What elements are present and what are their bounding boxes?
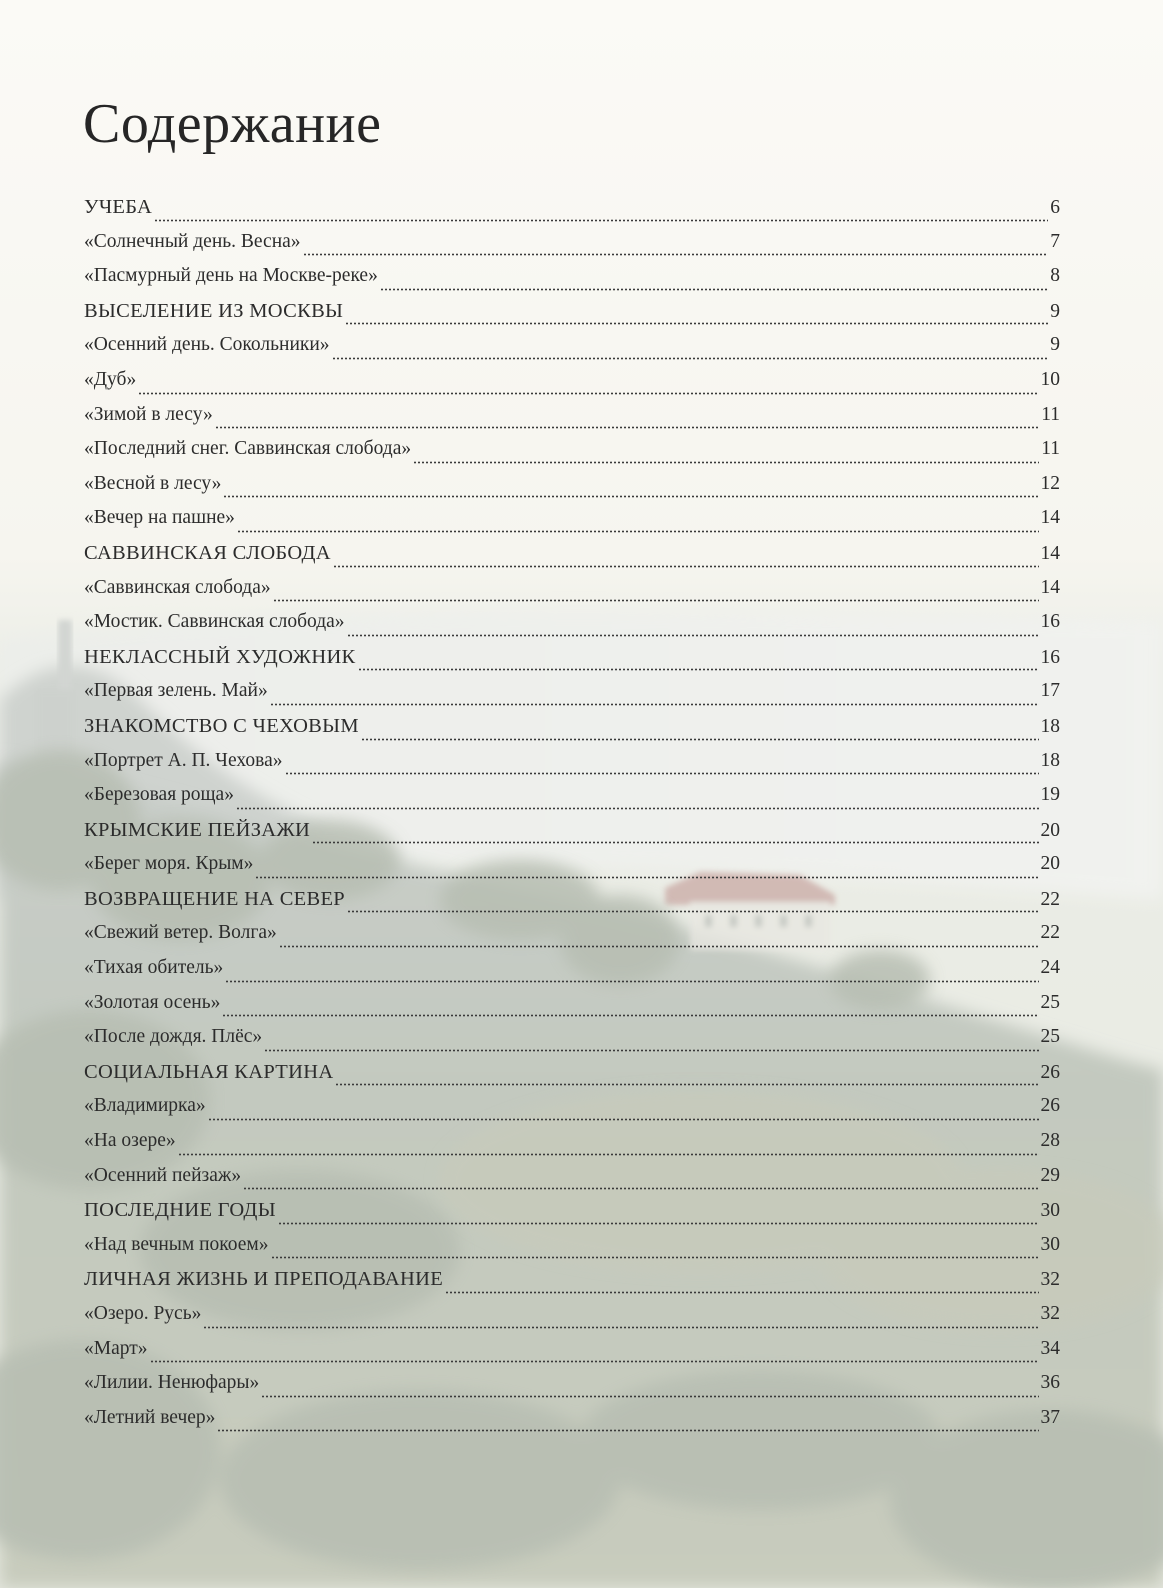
toc-entry-title: «Березовая роща» bbox=[84, 784, 234, 806]
toc-entry-title: «Зимой в лесу» bbox=[84, 403, 213, 425]
toc-entry-title: ЗНАКОМСТВО С ЧЕХОВЫМ bbox=[84, 714, 359, 737]
dot-leader bbox=[347, 634, 1039, 637]
toc-entry-page-number: 37 bbox=[1040, 1406, 1060, 1428]
toc-section-entry[interactable] bbox=[84, 715, 1060, 750]
dot-leader bbox=[273, 599, 1039, 602]
toc-entry-page-number: 32 bbox=[1040, 1303, 1060, 1324]
dot-leader bbox=[255, 876, 1038, 879]
toc-entry[interactable] bbox=[84, 680, 1060, 715]
toc-entry-page-number: 14 bbox=[1040, 576, 1060, 598]
dot-leader bbox=[154, 219, 1048, 222]
toc-entry[interactable] bbox=[84, 577, 1060, 612]
toc-entry[interactable] bbox=[84, 1130, 1060, 1165]
toc-entry[interactable] bbox=[84, 1095, 1060, 1130]
toc-entry[interactable] bbox=[84, 1407, 1060, 1442]
dot-leader bbox=[264, 1049, 1038, 1052]
dot-leader bbox=[243, 1187, 1038, 1190]
toc-entry-title: «Пасмурный день на Москве-реке» bbox=[84, 265, 378, 287]
toc-entry-title: «Весной в лесу» bbox=[84, 472, 222, 494]
toc-entry[interactable] bbox=[84, 334, 1060, 369]
toc-section-entry[interactable] bbox=[84, 646, 1060, 681]
toc-section-entry[interactable] bbox=[84, 300, 1060, 335]
toc-entry[interactable] bbox=[84, 992, 1060, 1027]
dot-leader bbox=[413, 461, 1039, 464]
dot-leader bbox=[217, 1429, 1038, 1432]
toc-entry-page-number: 12 bbox=[1040, 472, 1060, 494]
toc-entry-page-number: 25 bbox=[1040, 991, 1060, 1013]
toc-entry-title: «После дождя. Плёс» bbox=[84, 1026, 263, 1048]
toc-entry[interactable] bbox=[84, 473, 1060, 508]
dot-leader bbox=[138, 392, 1038, 395]
dot-leader bbox=[347, 910, 1039, 913]
dot-leader bbox=[208, 1118, 1039, 1121]
toc-section-entry[interactable] bbox=[84, 1061, 1060, 1096]
toc-entry[interactable] bbox=[84, 1165, 1060, 1200]
toc-entry-title: «Вечер на пашне» bbox=[84, 507, 235, 529]
toc-entry-title: «Тихая обитель» bbox=[84, 957, 224, 979]
toc-entry-title: «Свежий ветер. Волга» bbox=[84, 922, 277, 944]
toc-entry-page-number: 28 bbox=[1040, 1130, 1060, 1152]
toc-entry-title: ВОЗВРАЩЕНИЕ НА СЕВЕР bbox=[84, 887, 345, 910]
toc-entry-title: «Летний вечер» bbox=[84, 1406, 216, 1428]
toc-entry-page-number: 29 bbox=[1040, 1164, 1060, 1186]
toc-entry-title: «Мостик. Саввинская слобода» bbox=[84, 611, 345, 633]
dot-leader bbox=[222, 1014, 1038, 1017]
toc-entry-title: «Над вечным покоем» bbox=[84, 1233, 269, 1255]
toc-entry-title: «Дуб» bbox=[84, 368, 137, 390]
toc-entry[interactable] bbox=[84, 1234, 1060, 1269]
toc-section-entry[interactable] bbox=[84, 1268, 1060, 1303]
toc-section-entry[interactable] bbox=[84, 888, 1060, 923]
toc-entry-page-number: 11 bbox=[1041, 438, 1060, 460]
toc-entry-page-number: 36 bbox=[1040, 1372, 1060, 1394]
toc-entry-page-number: 16 bbox=[1040, 646, 1060, 668]
toc-entry-page-number: 26 bbox=[1040, 1061, 1060, 1083]
toc-entry-title: «Первая зелень. Май» bbox=[84, 680, 268, 702]
dot-leader bbox=[261, 1395, 1038, 1398]
toc-entry-title: «Владимирка» bbox=[84, 1095, 206, 1117]
toc-entry-page-number: 25 bbox=[1040, 1026, 1060, 1048]
toc-entry-title: «Последний снег. Саввинская слобода» bbox=[84, 438, 412, 460]
toc-entry-title: ВЫСЕЛЕНИЕ ИЗ МОСКВЫ bbox=[84, 299, 344, 322]
dot-leader bbox=[215, 426, 1040, 429]
dot-leader bbox=[271, 1256, 1039, 1259]
page-title: Содержание bbox=[83, 93, 382, 155]
toc-entry[interactable] bbox=[84, 1372, 1060, 1407]
toc-entry-page-number: 10 bbox=[1040, 368, 1060, 390]
toc-entry-title: «Солнечный день. Весна» bbox=[84, 230, 301, 252]
toc-entry[interactable] bbox=[84, 265, 1060, 300]
dot-leader bbox=[380, 288, 1048, 291]
toc-entry-page-number: 20 bbox=[1040, 819, 1060, 841]
toc-entry-title: «Осенний день. Сокольники» bbox=[84, 334, 330, 356]
dot-leader bbox=[312, 841, 1038, 844]
toc-entry-page-number: 22 bbox=[1040, 888, 1060, 910]
dot-leader bbox=[358, 668, 1039, 671]
dot-leader bbox=[178, 1153, 1039, 1156]
toc-section-entry[interactable] bbox=[84, 196, 1060, 231]
toc-entry[interactable] bbox=[84, 231, 1060, 266]
dot-leader bbox=[332, 357, 1049, 360]
toc-entry-title: «Портрет А. П. Чехова» bbox=[84, 749, 283, 771]
toc-entry[interactable] bbox=[84, 438, 1060, 473]
toc-list bbox=[84, 196, 1060, 1441]
toc-entry-page-number: 9 bbox=[1050, 334, 1060, 356]
toc-entry-title: «Март» bbox=[84, 1337, 148, 1359]
toc-entry-page-number: 26 bbox=[1040, 1095, 1060, 1117]
toc-entry[interactable] bbox=[84, 750, 1060, 785]
toc-entry-title: «Берег моря. Крым» bbox=[84, 853, 254, 875]
toc-entry[interactable] bbox=[84, 1026, 1060, 1061]
dot-leader bbox=[345, 322, 1048, 325]
toc-entry-title: СОЦИАЛЬНАЯ КАРТИНА bbox=[84, 1060, 334, 1083]
toc-entry-title: ЛИЧНАЯ ЖИЗНЬ И ПРЕПОДАВАНИЕ bbox=[84, 1268, 444, 1291]
toc-entry-page-number: 7 bbox=[1050, 230, 1060, 252]
toc-entry-page-number: 19 bbox=[1040, 784, 1060, 806]
toc-entry-page-number: 9 bbox=[1050, 300, 1060, 322]
toc-entry-page-number: 24 bbox=[1040, 957, 1060, 979]
toc-entry-title: УЧЕБА bbox=[84, 196, 153, 218]
toc-entry[interactable] bbox=[84, 507, 1060, 542]
toc-entry-page-number: 16 bbox=[1040, 611, 1060, 633]
dot-leader bbox=[203, 1326, 1038, 1329]
dot-leader bbox=[223, 495, 1038, 498]
toc-entry[interactable] bbox=[84, 1338, 1060, 1373]
toc-entry-page-number: 32 bbox=[1040, 1269, 1060, 1291]
toc-entry-page-number: 34 bbox=[1040, 1337, 1060, 1359]
toc-entry-title: КРЫМСКИЕ ПЕЙЗАЖИ bbox=[84, 818, 311, 841]
dot-leader bbox=[445, 1291, 1038, 1294]
toc-entry[interactable] bbox=[84, 922, 1060, 957]
toc-entry-title: ПОСЛЕДНИЕ ГОДЫ bbox=[84, 1199, 276, 1222]
toc-entry[interactable] bbox=[84, 404, 1060, 439]
toc-entry[interactable] bbox=[84, 784, 1060, 819]
toc-entry-page-number: 18 bbox=[1040, 715, 1060, 737]
dot-leader bbox=[361, 738, 1039, 741]
dot-leader bbox=[150, 1360, 1039, 1363]
dot-leader bbox=[335, 1083, 1038, 1086]
toc-entry-page-number: 30 bbox=[1040, 1233, 1060, 1255]
dot-leader bbox=[225, 980, 1038, 983]
dot-leader bbox=[285, 772, 1039, 775]
toc-entry-title: «Озеро. Русь» bbox=[84, 1303, 202, 1324]
toc-entry-title: «Саввинская слобода» bbox=[84, 576, 271, 598]
toc-entry-page-number: 6 bbox=[1050, 197, 1060, 218]
dot-leader bbox=[333, 565, 1039, 568]
toc-entry[interactable] bbox=[84, 611, 1060, 646]
toc-entry-title: «Лилии. Ненюфары» bbox=[84, 1372, 260, 1394]
dot-leader bbox=[236, 807, 1039, 810]
dot-leader bbox=[303, 253, 1049, 256]
dot-leader bbox=[237, 530, 1039, 533]
toc-entry[interactable] bbox=[84, 369, 1060, 404]
toc-entry-page-number: 11 bbox=[1041, 403, 1060, 425]
toc-entry[interactable] bbox=[84, 1303, 1060, 1338]
toc-entry-page-number: 17 bbox=[1040, 680, 1060, 702]
toc-entry-page-number: 8 bbox=[1050, 265, 1060, 287]
toc-entry-title: «На озере» bbox=[84, 1130, 176, 1152]
toc-section-entry[interactable] bbox=[84, 542, 1060, 577]
toc-entry-page-number: 30 bbox=[1040, 1200, 1060, 1222]
toc-entry-page-number: 14 bbox=[1040, 542, 1060, 564]
dot-leader bbox=[278, 1222, 1039, 1225]
toc-entry-page-number: 22 bbox=[1040, 922, 1060, 944]
toc-entry-page-number: 18 bbox=[1040, 749, 1060, 771]
toc-entry-title: НЕКЛАССНЫЙ ХУДОЖНИК bbox=[84, 645, 356, 668]
toc-section-entry[interactable] bbox=[84, 819, 1060, 854]
toc-entry[interactable] bbox=[84, 957, 1060, 992]
toc-entry-page-number: 14 bbox=[1040, 507, 1060, 529]
toc-entry[interactable] bbox=[84, 853, 1060, 888]
dot-leader bbox=[270, 703, 1039, 706]
toc-entry-title: САВВИНСКАЯ СЛОБОДА bbox=[84, 541, 331, 564]
toc-section-entry[interactable] bbox=[84, 1199, 1060, 1234]
toc-entry-title: «Золотая осень» bbox=[84, 991, 221, 1013]
dot-leader bbox=[279, 945, 1039, 948]
toc-entry-page-number: 20 bbox=[1040, 853, 1060, 875]
toc-entry-title: «Осенний пейзаж» bbox=[84, 1164, 242, 1186]
